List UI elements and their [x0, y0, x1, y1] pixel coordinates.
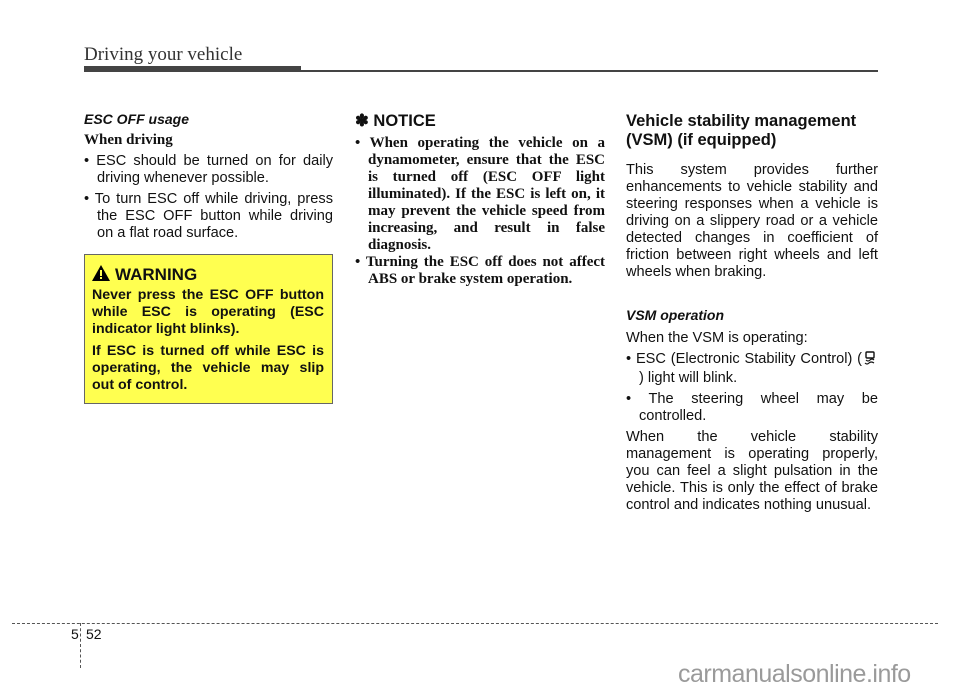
header-rule: [300, 70, 878, 72]
paragraph: This system provides further enhancements to vehicle stability and steering responses when a vehicle is driving on a slippery road or a vehicle detected changes in coefficient of friction between right wheels and left wheels when braking.: [626, 162, 878, 280]
page-header-title: Driving your vehicle: [84, 44, 243, 65]
paragraph: When the vehicle stability management is operating properly, you can feel a slight pulsation in the vehicle. This is only the effect of brake control and indicates nothing unusual.: [626, 429, 878, 513]
list-item: [626, 351, 878, 387]
section-number: 5: [71, 626, 79, 642]
watermark: carmanualsonline.info: [678, 660, 911, 688]
esc-indicator-icon: [864, 351, 876, 370]
warning-triangle-icon: [92, 265, 110, 284]
section-subtitle: VSM operation: [626, 307, 725, 323]
warning-box: [84, 254, 333, 404]
list-text: ) light will blink.: [639, 370, 738, 386]
right-column: [626, 112, 878, 514]
warning-text: If ESC is turned off while ESC is operating, the vehicle may slip out of control.: [92, 343, 324, 393]
warning-title: WARNING: [115, 265, 198, 284]
notice-column: [355, 112, 605, 288]
warning-text: Never press the ESC OFF button while ESC is operating (ESC indicator light blinks).: [92, 287, 324, 337]
list-item: • To turn ESC off while driving, press the ESC OFF button while driving on a flat road surface.: [84, 191, 333, 242]
page-number: 52: [86, 626, 102, 642]
when-driving-heading: When driving: [84, 132, 173, 148]
footer-divider: [80, 623, 81, 668]
footer-rule: [12, 623, 938, 624]
left-column: [84, 111, 333, 242]
list-text: ESC (Electronic Stability Control) (: [635, 351, 862, 367]
paragraph: When the VSM is operating:: [626, 330, 808, 346]
section-heading: Vehicle stability management (VSM) (if equipped): [626, 112, 857, 149]
list-item: • The steering wheel may be controlled.: [626, 391, 878, 425]
list-item: • ESC should be turned on for daily driving whenever possible.: [84, 153, 333, 187]
section-subtitle: ESC OFF usage: [84, 111, 190, 127]
list-item: • When operating the vehicle on a dynamometer, ensure that the ESC is turned off (ESC OFF light illuminated). If the ESC is left on, it may prevent the vehicle speed from increasing, and result in false diagnosis.: [355, 135, 605, 254]
notice-title: ✽ NOTICE: [355, 112, 436, 130]
list-item: • Turning the ESC off does not affect ABS or brake system operation.: [355, 254, 605, 288]
header-bar: [84, 66, 301, 72]
